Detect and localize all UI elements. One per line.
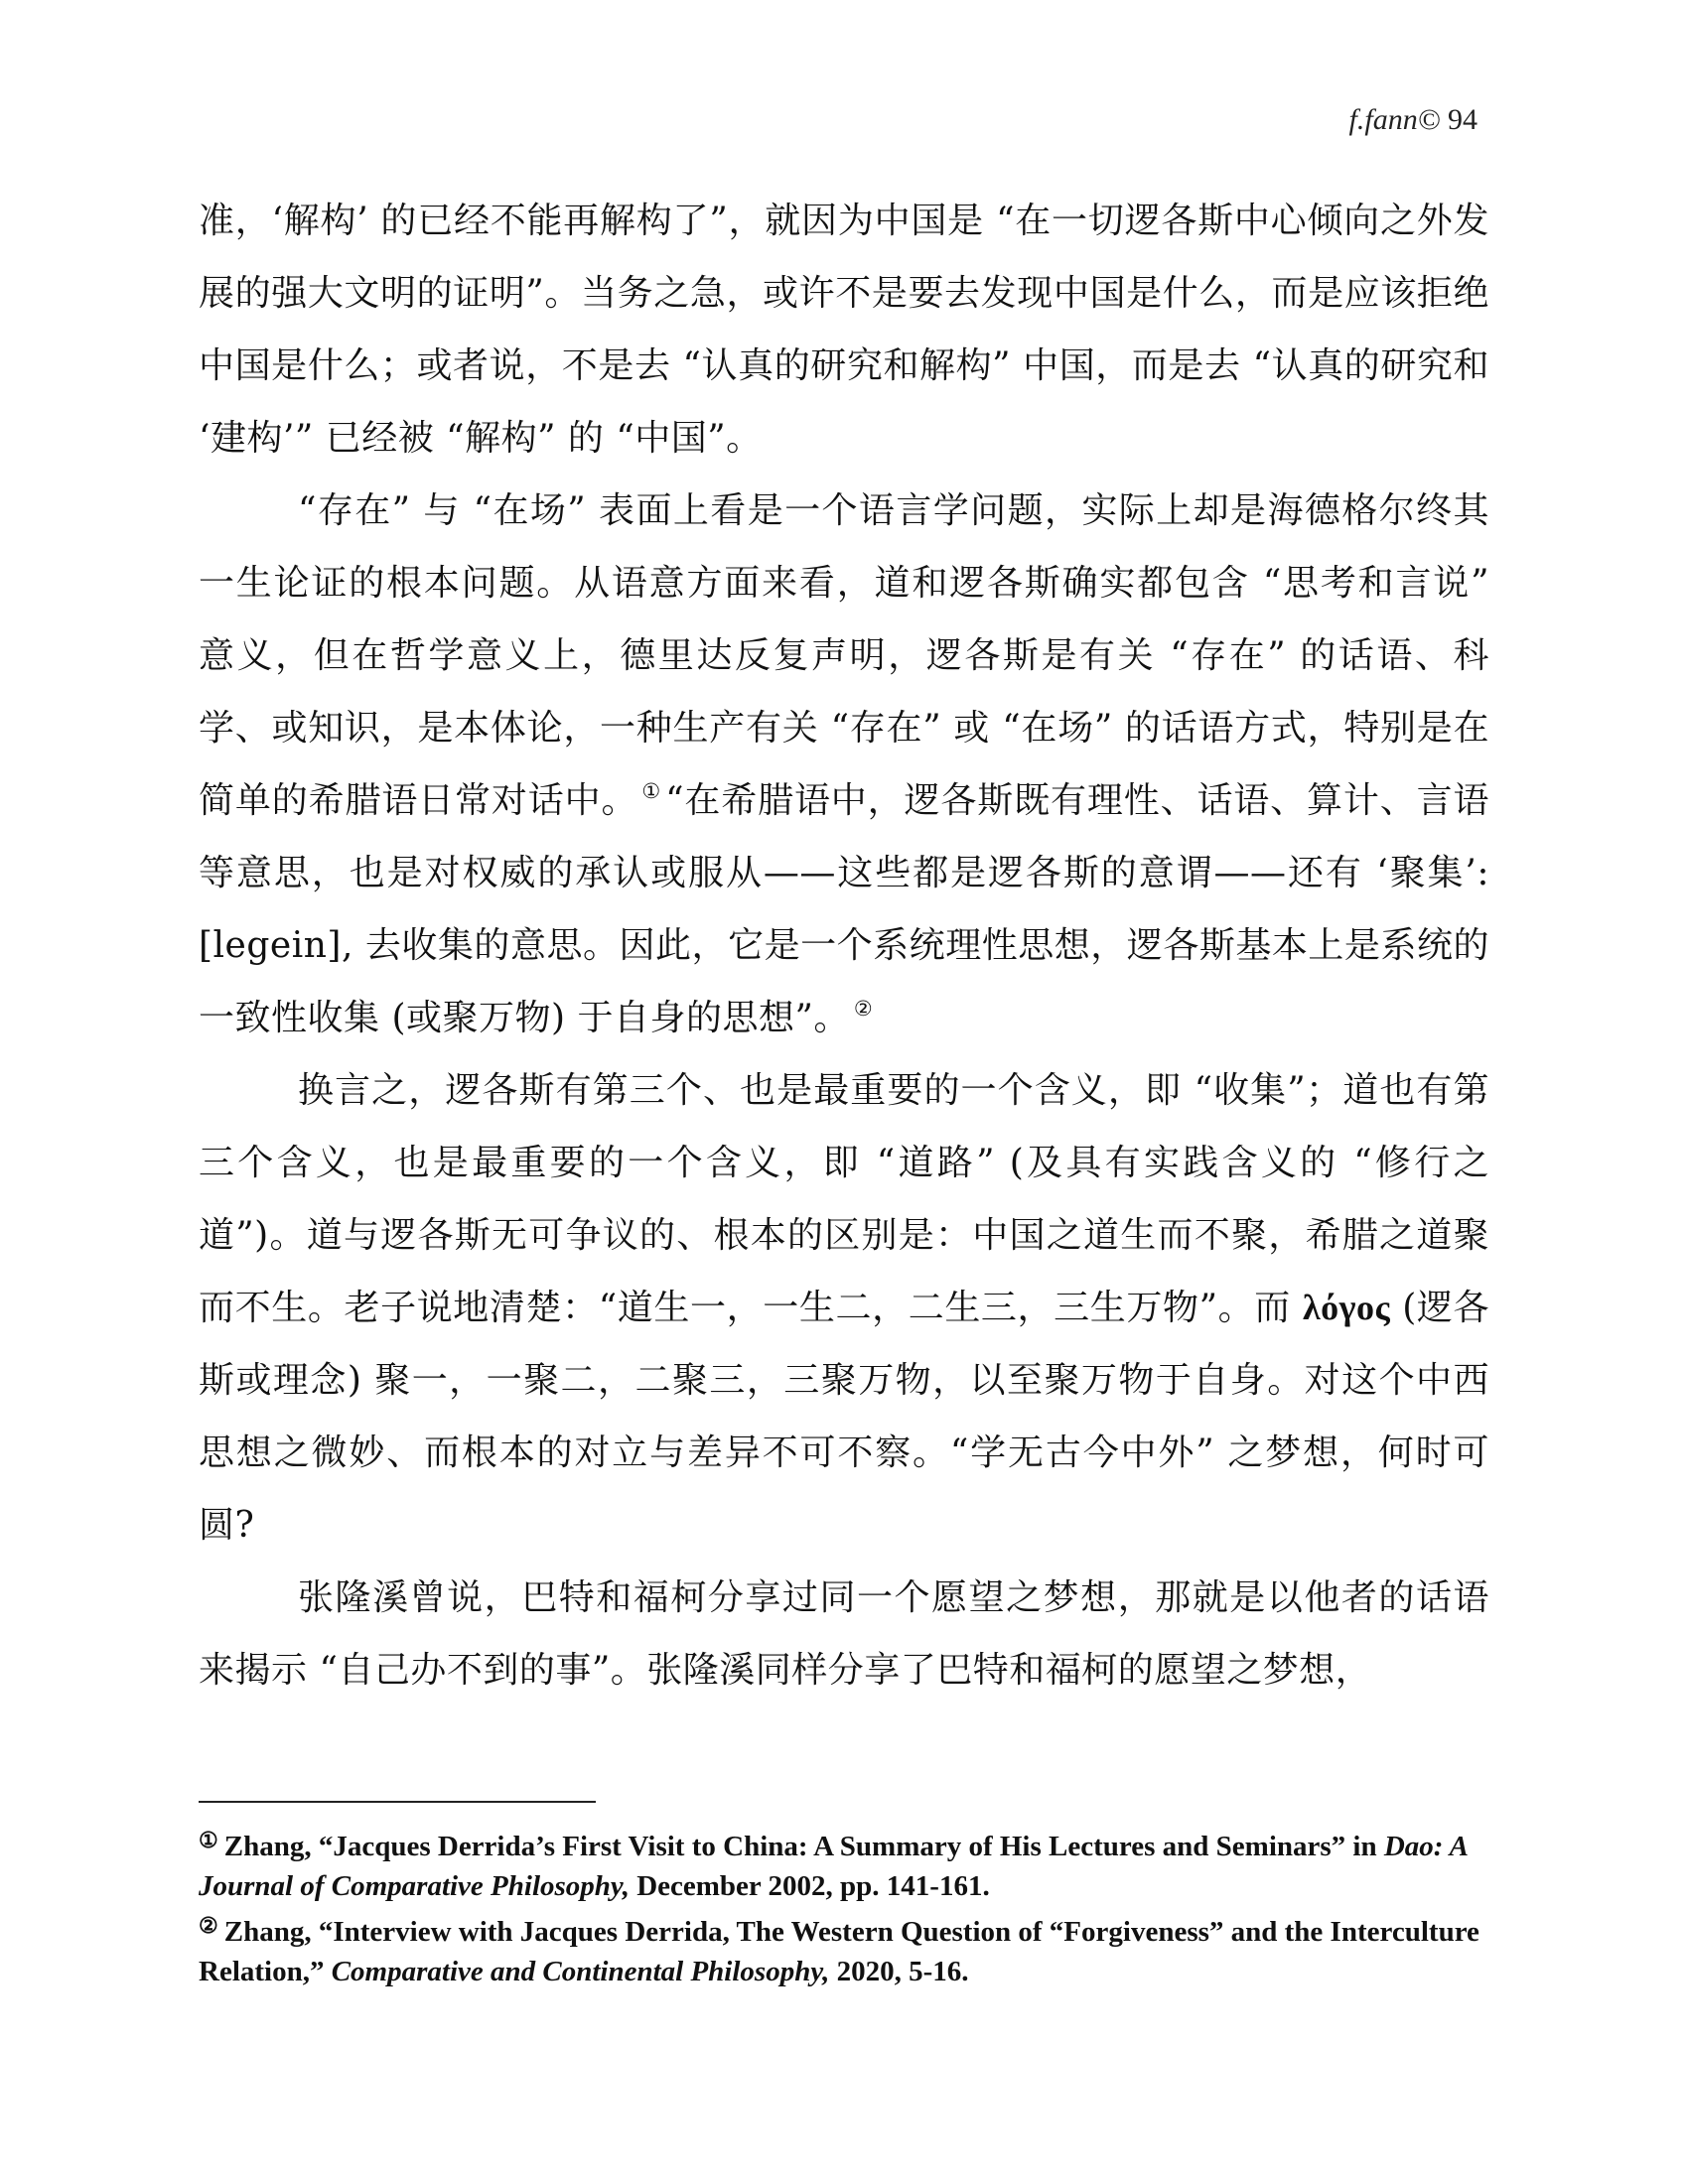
footnote-2 <box>199 1906 1489 1991</box>
footnote-journal-title: Comparative and Continental Philosophy, <box>331 1956 830 1987</box>
paragraph-text: 张隆溪曾说，巴特和福柯分享过同一个愿望之梦想，那就是以他者的话语来揭示 “自己办不到的事”。张隆溪同样分享了巴特和福柯的愿望之梦想， <box>199 1577 1489 1691</box>
page-number: 94 <box>1448 103 1477 136</box>
paragraph-continuation <box>199 185 1489 475</box>
footnote-ref-1[interactable]: ① <box>641 779 662 803</box>
footnote-divider <box>199 1801 596 1803</box>
paragraph-text-continued: (逻各斯或理念) 聚一，一聚二，二聚三，三聚万物，以至聚万物于自身。对这个中西思想之微妙、而根本的对立与差异不可不察。“学无古今中外” 之梦想，何时可圆? <box>199 1288 1489 1546</box>
footnote-number: ① <box>199 1828 218 1852</box>
greek-logos-term: λόγος <box>1302 1288 1391 1327</box>
footnote-text: Zhang, “Interview with Jacques Derrida, The Western Question of “Forgiveness” and the Interculture Relation,” <box>199 1916 1479 1987</box>
running-header <box>1349 103 1477 137</box>
footnote-journal-title: Dao: A Journal of Comparative Philosophy, <box>199 1831 1468 1902</box>
body-text <box>199 185 1489 1706</box>
footnote-citation-details: December 2002, pp. 141-161. <box>636 1870 990 1902</box>
paragraph-text: 准，‘解构’ 的已经不能再解构了”，就因为中国是 “在一切逻各斯中心倾向之外发展的强大文明的证明”。当务之急，或许不是要去发现中国是什么，而是应该拒绝中国是什么；或者说，不是去 “认真的研究和解构” 中国，而是去 “认真的研究和 ‘建构’” 已经被 “解构” 的 “中国”。 <box>199 201 1489 459</box>
paragraph-zhang-longxi <box>199 1562 1489 1706</box>
footnotes <box>199 1821 1489 1991</box>
paragraph-text: “存在” 与 “在场” 表面上看是一个语言学问题，实际上却是海德格尔终其一生论证的根本问题。从语意方面来看，道和逻各斯确实都包含 “思考和言说” 意义，但在哲学意义上，德里达反复声明，逻各斯是有关 “存在” 的话语、科学、或知识，是本体论，一种生产有关 “存在” 或 “在场” 的话语方式，特别是在简单的希腊语日常对话中。 <box>199 490 1489 821</box>
paragraph-text: 换言之，逻各斯有第三个、也是最重要的一个含义，即 “收集”；道也有第三个含义，也是最重要的一个含义，即 “道路” (及具有实践含义的 “修行之道”)。道与逻各斯无可争议的、根本的区别是：中国之道生而不聚，希腊之道聚而不生。老子说地清楚：“道生一，一生二，二生三，三生万物”。而 <box>199 1070 1489 1328</box>
paragraph-being-presence <box>199 475 1489 1054</box>
footnote-text: Zhang, “Jacques Derrida’s First Visit to China: A Summary of His Lectures and Seminars” in <box>223 1831 1377 1862</box>
footnote-citation-details: 2020, 5-16. <box>836 1956 969 1987</box>
footnote-ref-2[interactable]: ② <box>853 997 874 1021</box>
footnote-number: ② <box>199 1913 218 1938</box>
paragraph-logos-dao <box>199 1054 1489 1562</box>
header-author: f.fann© <box>1348 103 1441 136</box>
paragraph-quote: “在希腊语中，逻各斯既有理性、话语、算计、言语等意思，也是对权威的承认或服从——这些都是逻各斯的意谓——还有 ‘聚集’: [legein], 去收集的意思。因此，它是一个系统理性思想，逻各斯基本上是系统的一致性收集 (或聚万物) 于自身的思想”。 <box>199 780 1489 1038</box>
footnote-1 <box>199 1821 1489 1906</box>
